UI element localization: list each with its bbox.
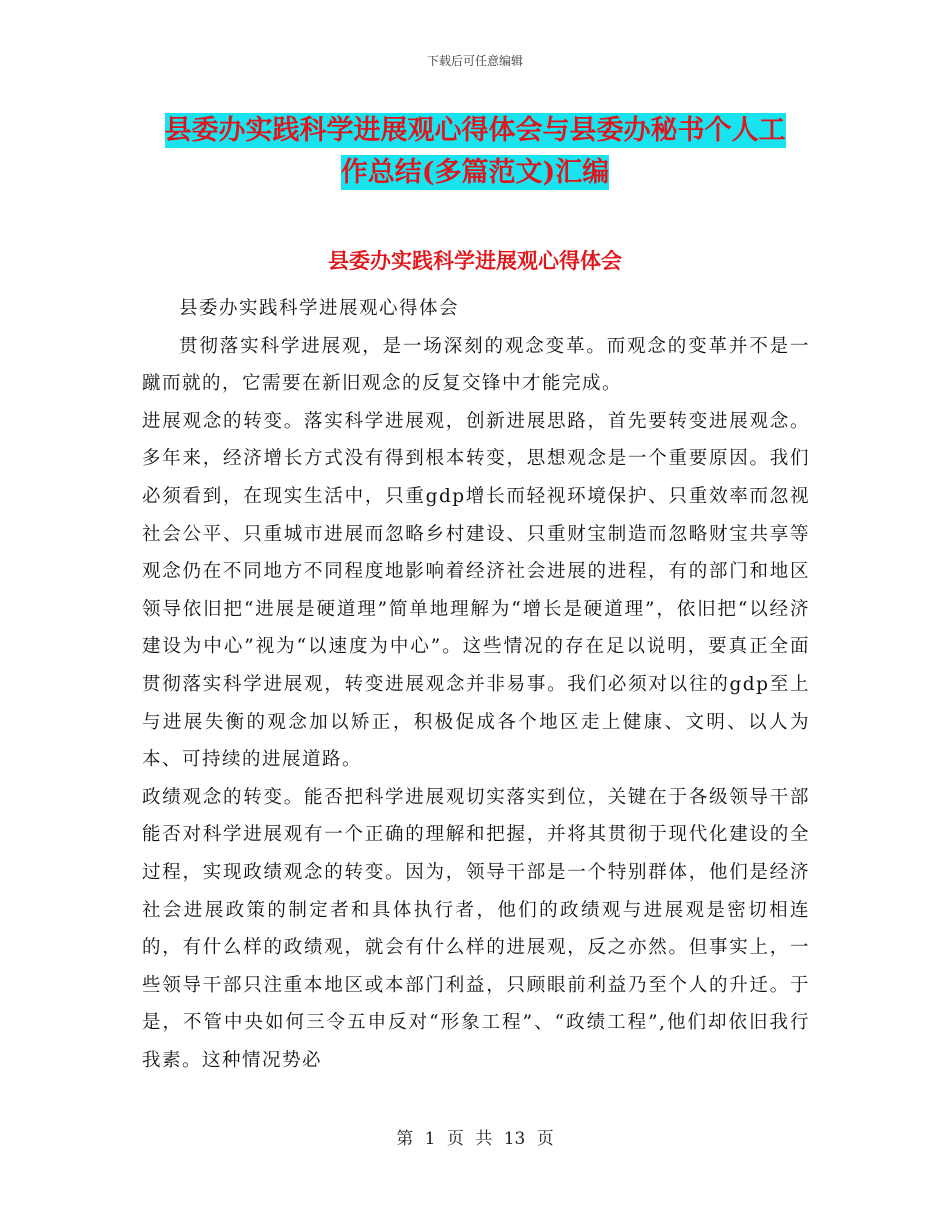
section-title: 县委办实践科学进展观心得体会 bbox=[328, 248, 622, 273]
body-text bbox=[142, 290, 810, 1079]
title-line-1: 县委办实践科学进展观心得体会与县委办秘书个人工 bbox=[164, 115, 786, 146]
header-note: 下载后可任意编辑 bbox=[426, 54, 523, 68]
paragraph-intro: 贯彻落实科学进展观，是一场深刻的观念变革。而观念的变革并不是一蹴而就的，它需要在新旧观念的反复交锋中才能完成。 bbox=[142, 335, 810, 395]
page-footer: 第 1 页 共 13 页 bbox=[396, 1129, 554, 1149]
paragraph-development-concept: 进展观念的转变。落实科学进展观，创新进展思路，首先要转变进展观念。多年来，经济增长方式没有得到根本转变，思想观念是一个重要原因。我们必须看到，在现实生活中，只重gdp增长而轻视环境保护、只重效率而忽视社会公平、只重城市进展而忽略乡村建设、只重财宝制造而忽略财宝共享等观念仍在不同地方不同程度地影响着经济社会进展的进程，有的部门和地区领导依旧把“进展是硬道理”简单地理解为“增长是硬道理”，依旧把“以经济建设为中心”视为“以速度为中心”。这些情况的存在足以说明，要真正全面贯彻落实科学进展观，转变进展观念并非易事。我们必须对以往的gdp至上与进展失衡的观念加以矫正，积极促成各个地区走上健康、文明、以人为本、可持续的进展道路。 bbox=[142, 410, 810, 771]
paragraph-performance-concept: 政绩观念的转变。能否把科学进展观切实落实到位，关键在于各级领导干部能否对科学进展观有一个正确的理解和把握，并将其贯彻于现代化建设的全过程，实现政绩观念的转变。因为，领导干部是一个特别群体，他们是经济社会进展政策的制定者和具体执行者，他们的政绩观与进展观是密切相连的，有什么样的政绩观，就会有什么样的进展观，反之亦然。但事实上，一些领导干部只注重本地区或本部门利益，只顾眼前利益乃至个人的升迁。于是，不管中央如何三令五申反对“形象工程”、“政绩工程”,他们却依旧我行我素。这种情况势必 bbox=[142, 786, 810, 1071]
document-title bbox=[0, 110, 950, 194]
paragraph-subtitle: 县委办实践科学进展观心得体会 bbox=[179, 298, 460, 319]
title-line-2: 作总结(多篇范文)汇编 bbox=[340, 157, 610, 188]
